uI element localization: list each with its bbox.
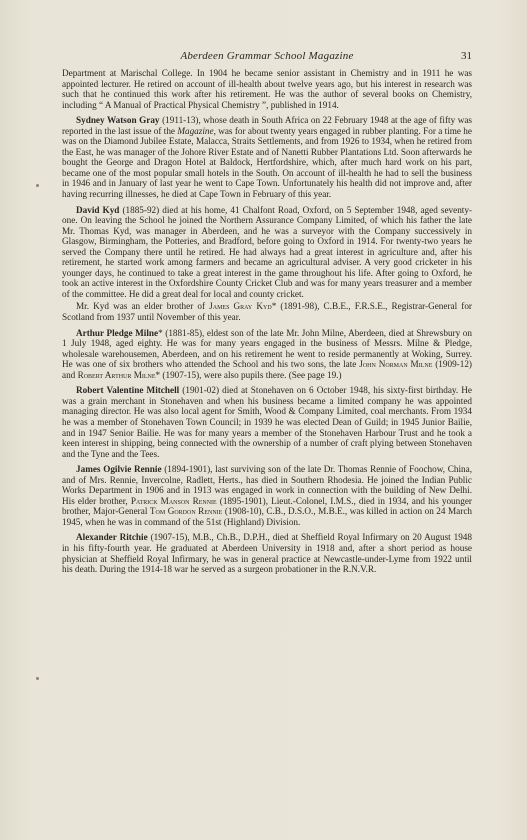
obituary-ritchie: Alexander Ritchie (1907-15), M.B., Ch.B., D.P.H., died at Sheffield Royal Infirmary on 20 August 1948 in his fifty-fourth year. He graduated at Aberdeen University in 1918 and, after a short period as house physician at Sheffield Royal Infirmary, he was in general practice at Newcastle-under-Lyme from 1922 until his death. During the 1914-18 war he served as a surgeon probationer in the R.N.V.R. <box>62 532 472 575</box>
magazine-title: Aberdeen Grammar School Magazine <box>180 50 354 62</box>
obituary-column <box>62 68 472 580</box>
obituary-name: Arthur Pledge Milne <box>76 327 159 338</box>
obituary-name: Alexander Ritchie <box>76 532 148 543</box>
page-number: 31 <box>461 50 472 62</box>
obituary-kyd: David Kyd (1885-92) died at his home, 41 Chalfont Road, Oxford, on 5 September 1948, aged seventy-one. On leaving the School he joined the Northern Assurance Company Limited, of which his father the late Mr. Thomas Kyd, was manager in Aberdeen, and he was a surveyor with the Company successively in Glasgow, Birmingham, the Potteries, and Bradford, before going to Oxford in 1914. For twenty-two years he served the Company there until he retired. He had always had a great interest in agriculture and, after his retirement, he started work among farmers and became an agricultural adviser. A very good cricketer in his younger days, he continued to take a great interest in the game throughout his life. After going to Oxford, he took an active interest in the Oxfordshire County Cricket Club and was for many years treasurer and a member of the committee. He did a great deal for local and county cricket. <box>62 204 472 299</box>
obituary-mitchell: Robert Valentine Mitchell (1901-02) died at Stonehaven on 6 October 1948, his sixty-first birthday. He was a grain merchant in Stonehaven and when his business became a limited company he was appointed managing director. He was also local agent for Smith, Wood & Company Limited, coal merchants. From 1934 he was a member of Stonehaven Town Council; in 1939 he was elected Dean of Guild; in 1945 Junior Bailie, and in 1947 Senior Bailie. He was for many years a member of the Stonehaven Harbour Trust and he took a keen interest in shipping, being connected with the ownership of a number of craft plying between Stonehaven and the Tyne and the Tees. <box>62 385 473 459</box>
obituary-gray: Sydney Watson Gray (1911-13), whose death in South Africa on 22 February 1948 at the age of fifty was reported in the last issue of the Magazine, was for about twenty years engaged in rubber planting. For a time he was on the Diamond Jubilee Estate, Malacca, Straits Settlements, and from 1926 to 1934, when he retired from the East, he was manager of the Johore River Estate and of Nanetti Rubber Plantations Ltd. Soon afterwards he bought the George and Dragon Hotel at Baldock, Hertfordshire, which, after much hard work on his part, became one of the most popular small hotels in the South. On account of ill-health he had to sell the business in 1946 and in January of last year he went to Cape Town. Unfortunately his health did not improve and, after having recurring illnesses, he died at Cape Town in February of this year. <box>62 115 472 200</box>
obituary-rennie: James Ogilvie Rennie (1894-1901), last surviving son of the late Dr. Thomas Rennie of Foochow, China, and of Mrs. Rennie, Invercolne, Radlett, Herts., has died in Southern Rhodesia. He joined the Indian Public Works Department in 1906 and in 1913 was engaged in work in connection with the building of New Delhi. His elder brother, Patrick Manson Rennie (1895-1901), Lieut.-Colonel, I.M.S., died in 1934, and his younger brother, Major-General Tom Gordon Rennie (1908-10), C.B., D.S.O., M.B.E., was killed in action on 24 March 1945, when he was in command of the 51st (Highland) Division. <box>62 464 472 527</box>
margin-mark <box>36 677 39 680</box>
running-header <box>62 50 472 64</box>
obituary-name: James Ogilvie Rennie <box>76 464 162 475</box>
obituary-name: Sydney Watson Gray <box>76 115 160 126</box>
obituary-kyd-note: Mr. Kyd was an elder brother of James Gray Kyd* (1891-98), C.B.E., F.R.S.E., Registrar-General for Scotland from 1937 until November of this year. <box>62 301 472 323</box>
obituary-milne: Arthur Pledge Milne* (1881-85), eldest son of the late Mr. John Milne, Aberdeen, died at Shrewsbury on 1 July 1948, aged eighty. He was for many years engaged in the business of Messrs. Milne & Pledge, wholesale warehousemen, Aberdeen, and on his retirement he went to reside permanently at Woking, Surrey. He was one of six brothers who attended the School and his two sons, the late John Norman Milne (1909-12) and Robert Arthur Milne* (1907-15), were also pupils there. (See page 19.) <box>62 327 472 380</box>
intro-paragraph: Department at Marischal College. In 1904 he became senior assistant in Chemistry and in 1911 he was appointed lecturer. He retired on account of ill-health about twelve years ago, but his interest in research was such that he continued this work after his retirement. He was the author of several books on Chemistry, including “ A Manual of Practical Physical Chemistry ”, published in 1914. <box>62 68 472 110</box>
obituary-name: David Kyd <box>76 204 120 215</box>
obituary-name: Robert Valentine Mitchell <box>76 385 180 396</box>
margin-mark <box>36 184 39 187</box>
